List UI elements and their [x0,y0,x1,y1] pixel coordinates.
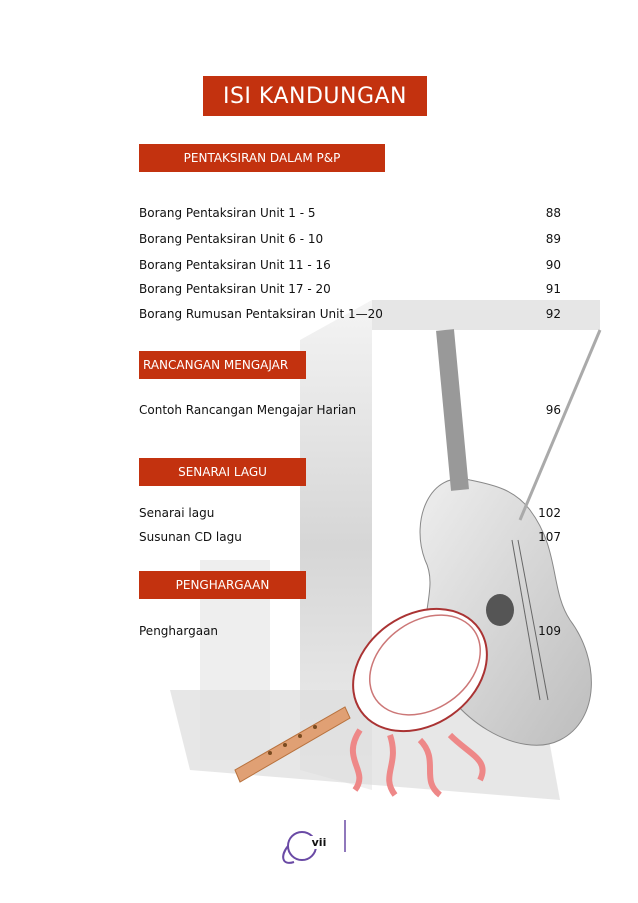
toc-entry-page: 89 [545,232,561,246]
page-number [0,836,638,849]
toc-entry[interactable] [139,282,561,296]
toc-entry-page: 96 [545,403,561,417]
page-number-text: vii [309,836,330,849]
toc-entry-label: Borang Pentaksiran Unit 11 - 16 [139,258,331,272]
toc-entry-page: 109 [538,624,561,638]
toc-entry-label: Penghargaan [139,624,219,638]
section-heading-senarai-lagu: SENARAI LAGU [139,458,306,486]
toc-entry-label: Senarai lagu [139,506,215,520]
toc-entry-label: Borang Pentaksiran Unit 6 - 10 [139,232,324,246]
toc-entry[interactable] [139,624,561,638]
toc-entry[interactable] [139,530,561,544]
section-heading-rancangan: RANCANGAN MENGAJAR [139,351,306,379]
toc-entry[interactable] [139,403,561,417]
toc-entry-page: 107 [538,530,561,544]
toc-entry[interactable] [139,232,561,246]
toc-entry-label: Contoh Rancangan Mengajar Harian [139,403,357,417]
toc-entry[interactable] [139,506,561,520]
toc-entry-page: 91 [545,282,561,296]
toc-entry-label: Borang Rumusan Pentaksiran Unit 1—20 [139,307,383,321]
section-heading-pentaksiran: PENTAKSIRAN DALAM P&P [139,144,385,172]
toc-entry-page: 92 [545,307,561,321]
toc-entry-label: Borang Pentaksiran Unit 17 - 20 [139,282,331,296]
toc-entry-label: Borang Pentaksiran Unit 1 - 5 [139,206,316,220]
toc-entry-page: 88 [545,206,561,220]
toc-entry[interactable] [139,307,561,321]
toc-entry[interactable] [139,258,561,272]
page-title: ISI KANDUNGAN [203,76,427,116]
toc-entry-page: 102 [538,506,561,520]
toc-entry-page: 90 [545,258,561,272]
toc-entry[interactable] [139,206,561,220]
section-heading-penghargaan: PENGHARGAAN [139,571,306,599]
toc-entry-label: Susunan CD lagu [139,530,242,544]
